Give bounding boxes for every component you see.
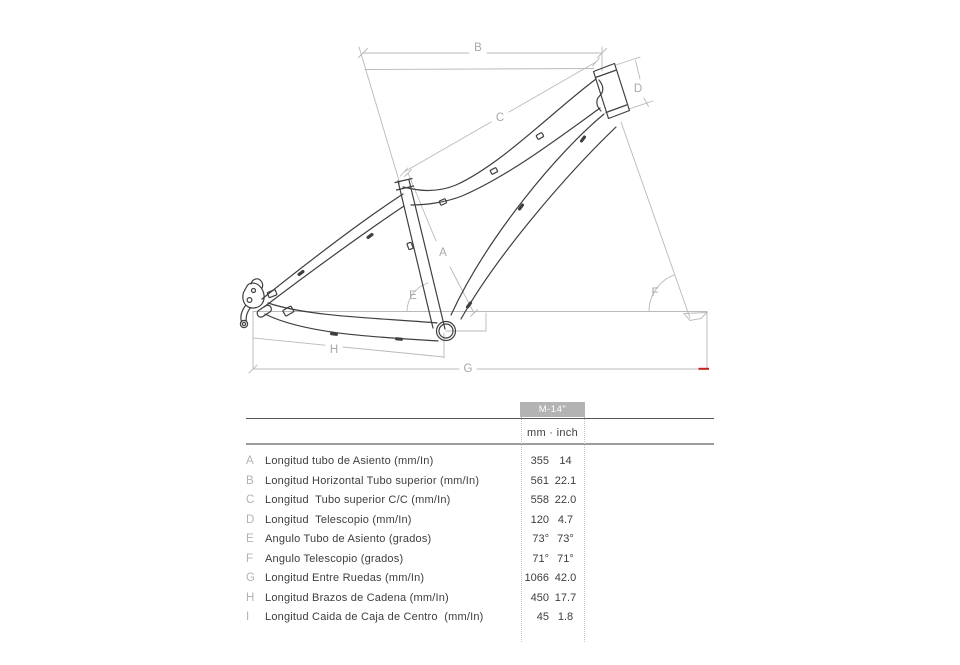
- dropout-plate: [243, 283, 264, 308]
- row-label: Angulo Tubo de Asiento (grados): [265, 533, 432, 545]
- spec-row: [0, 491, 960, 511]
- spec-row: [0, 452, 960, 472]
- row-value-inch: 22.1: [554, 474, 577, 487]
- row-value-inch: 42.0: [554, 572, 577, 584]
- row-label: Longitud Telescopio (mm/In): [265, 513, 412, 526]
- dimension-lines: [249, 47, 707, 373]
- seat-stays: [262, 194, 404, 307]
- size-column-header: M-14": [520, 402, 585, 417]
- spec-row: [0, 550, 960, 570]
- hanger-eye: [240, 320, 247, 327]
- fork-tip: [684, 313, 707, 321]
- table-rule-top: [246, 418, 714, 419]
- row-value-mm: 120: [530, 513, 549, 526]
- units-header: mm · inch: [527, 427, 578, 439]
- row-label: Longitud tubo de Asiento (mm/In): [265, 455, 434, 467]
- dim-label-b: B: [474, 42, 482, 54]
- table-rule-mid: [246, 443, 714, 445]
- dim-line-h: [253, 338, 444, 357]
- row-label: Longitud Entre Ruedas (mm/In): [265, 572, 425, 584]
- row-letter: I: [246, 611, 250, 623]
- row-letter: G: [246, 572, 255, 584]
- bike-frame-outline: [240, 64, 629, 342]
- spec-row: [0, 472, 960, 492]
- row-value-mm: 561: [530, 474, 549, 487]
- row-value-mm: 45: [536, 611, 549, 623]
- row-letter: F: [246, 552, 254, 565]
- spec-row: [0, 530, 960, 550]
- row-label: Longitud Brazos de Cadena (mm/In): [265, 591, 449, 604]
- cable-stop: [395, 337, 403, 341]
- top-tube: [403, 79, 600, 205]
- spec-rows: [0, 452, 960, 628]
- dim-label-a: A: [439, 247, 447, 259]
- row-value-mm: 73°: [532, 533, 549, 545]
- row-value-inch: 17.7: [554, 591, 577, 604]
- spec-row: [0, 569, 960, 589]
- spec-row: [0, 511, 960, 531]
- hanger-eye-bore: [242, 322, 245, 325]
- row-letter: B: [246, 474, 254, 487]
- row-label: Longitud Caida de Caja de Centro (mm/In): [265, 611, 484, 623]
- row-label: Longitud Tubo superior C/C (mm/In): [265, 494, 451, 506]
- row-value-mm: 1066: [524, 572, 549, 584]
- row-value-inch: 73°: [557, 533, 574, 545]
- row-value-inch: 4.7: [557, 513, 574, 526]
- row-value-inch: 14: [559, 455, 572, 467]
- rear-dropout: [240, 279, 294, 328]
- row-letter: E: [246, 533, 254, 545]
- row-value-inch: 71°: [557, 552, 574, 565]
- dim-label-e: E: [409, 290, 417, 302]
- dim-line-a: [408, 173, 474, 313]
- row-value-mm: 450: [530, 591, 549, 604]
- row-value-inch: 1.8: [557, 611, 574, 623]
- dim-label-g: G: [463, 363, 473, 375]
- dropout-hole: [252, 289, 256, 293]
- dim-label-c: C: [495, 112, 505, 124]
- dim-label-f: F: [651, 287, 659, 299]
- row-value-mm: 558: [530, 494, 549, 506]
- row-letter: D: [246, 513, 255, 526]
- seat-axis-extension: [359, 47, 400, 184]
- row-value-inch: 22.0: [554, 494, 577, 506]
- spec-row: [0, 608, 960, 628]
- horizontal-construct: [365, 69, 594, 70]
- axle-hole: [247, 298, 252, 303]
- row-letter: A: [246, 455, 254, 467]
- cable-stop: [366, 232, 374, 239]
- dim-label-h: H: [329, 344, 339, 356]
- row-letter: H: [246, 591, 255, 604]
- dim-label-d: D: [633, 83, 643, 95]
- row-value-mm: 355: [530, 455, 549, 467]
- row-letter: C: [246, 494, 255, 506]
- row-value-mm: 71°: [532, 552, 549, 565]
- down-tube: [451, 114, 616, 319]
- row-label: Angulo Telescopio (grados): [265, 552, 404, 565]
- chain-stays: [265, 303, 438, 341]
- cable-guide: [536, 132, 544, 139]
- spec-row: [0, 589, 960, 609]
- cable-guide: [490, 167, 498, 174]
- row-label: Longitud Horizontal Tubo superior (mm/In): [265, 474, 480, 487]
